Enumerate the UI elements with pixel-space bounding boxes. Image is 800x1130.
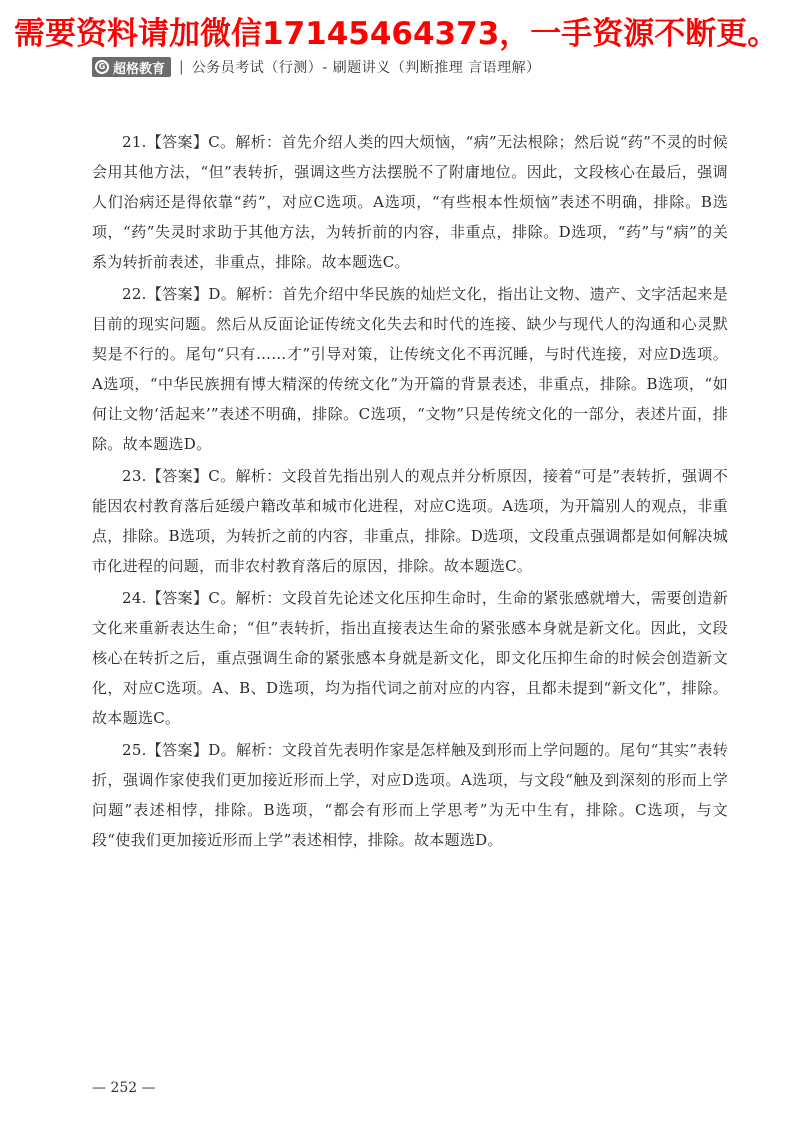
answer-paragraph-25: 25.【答案】D。解析：文段首先表明作家是怎样触及到形而上学问题的。尾句“其实”表转折，强调作家使我们更加接近形而上学，对应D选项。A选项，与文段“触及到深刻的形而上学问题”表述相悖，排除。B选项，“都会有形而上学思考”为无中生有，排除。C选项，与文段“使我们更加接近形而上学”表述相悖，排除。故本题选D。 (92, 741, 728, 849)
page-header (92, 56, 541, 78)
answer-paragraph-22: 22.【答案】D。解析：首先介绍中华民族的灿烂文化，指出让文物、遗产、文字活起来是目前的现实问题。然后从反面论证传统文化失去和时代的连接、缺少与现代人的沟通和心灵默契是不行的。尾句“只有……才”引导对策，让传统文化不再沉睡，与时代连接，对应D选项。A选项，“中华民族拥有博大精深的传统文化”为开篇的背景表述，非重点，排除。B选项，“如何让文物‘活起来’”表述不明确，排除。C选项，“文物”只是传统文化的一部分，表述片面，排除。故本题选D。 (92, 285, 728, 453)
logo-text: 超格教育 (113, 61, 166, 77)
brand-logo (92, 57, 171, 77)
header-separator: | (179, 59, 184, 75)
answer-paragraph-23: 23.【答案】C。解析：文段首先指出别人的观点并分析原因，接着“可是”表转折，强调不能因农村教育落后延缓户籍改革和城市化进程，对应C选项。A选项，为开篇别人的观点，非重点，排除。B选项，为转折之前的内容，非重点，排除。D选项，文段重点强调都是如何解决城市化进程的问题，而非农村教育落后的原因，排除。故本题选C。 (92, 467, 728, 575)
header-title: 公务员考试（行测）- 刷题讲义（判断推理 言语理解） (191, 60, 541, 76)
watermark-banner: 需要资料请加微信17145464373，一手资源不断更。 (14, 16, 779, 52)
answer-section (92, 127, 728, 857)
page-number: — 252 — (92, 1080, 156, 1096)
answer-paragraph-21: 21.【答案】C。解析：首先介绍人类的四大烦恼，“病”无法根除；然后说“药”不灵的时候会用其他方法，“但”表转折，强调这些方法摆脱不了附庸地位。因此，文段核心在最后，强调人们治病还是得依靠“药”，对应C选项。A选项，“有些根本性烦恼”表述不明确，排除。B选项，“药”失灵时求助于其他方法，为转折前的内容，非重点，排除。D选项，“药”与“病”的关系为转折前表述，非重点，排除。故本题选C。 (92, 133, 728, 271)
logo-g-icon: G (95, 60, 109, 74)
answer-paragraph-24: 24.【答案】C。解析：文段首先论述文化压抑生命时，生命的紧张感就增大，需要创造新文化来重新表达生命；“但”表转折，指出直接表达生命的紧张感本身就是新文化。因此，文段核心在转折之后，重点强调生命的紧张感本身就是新文化，即文化压抑生命的时候会创造新文化，对应C选项。A、B、D选项，均为指代词之前对应的内容，且都未提到“新文化”，排除。故本题选C。 (92, 589, 728, 727)
